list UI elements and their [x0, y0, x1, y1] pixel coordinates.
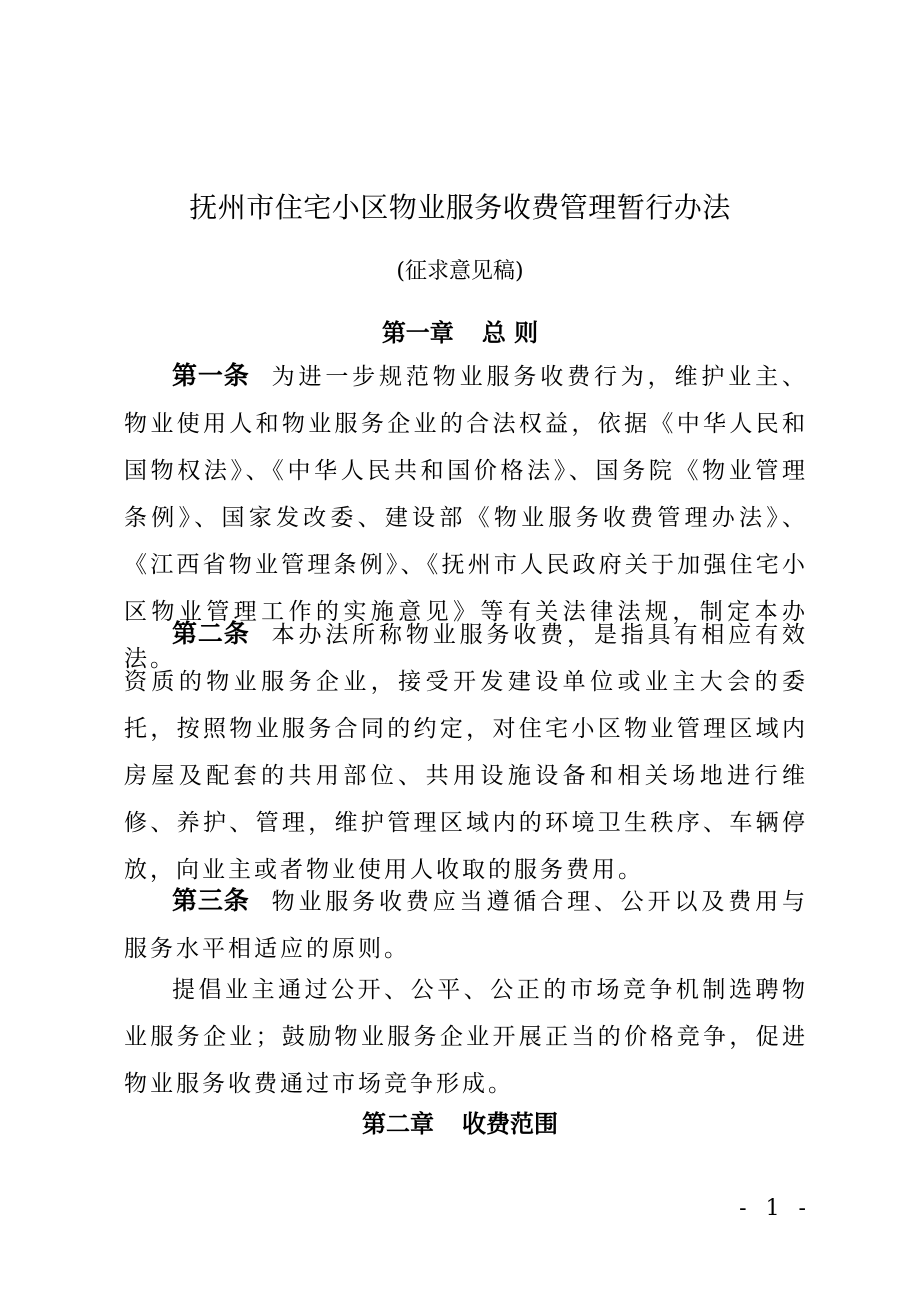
document-title: 抚州市住宅小区物业服务收费管理暂行办法	[189, 191, 731, 224]
chapter-name: 总 则	[481, 319, 539, 347]
article-2	[124, 610, 808, 894]
article-3-paragraph-2: 提倡业主通过公开、公平、公正的市场竞争机制选聘物业服务企业；鼓励物业服务企业开展正当的价格竞争，促进物业服务收费通过市场竞争形成。	[124, 977, 808, 1097]
article-3	[124, 877, 808, 973]
chapter-number: 第一章	[381, 319, 454, 347]
article-text: 为进一步规范物业服务收费行为，维护业主、物业使用人和物业服务企业的合法权益，依据《中华人民和国物权法》、《中华人民共和国价格法》、国务院《物业管理条例》、国家发改委、建设部《物业服务收费管理办法》、《江西省物业管理条例》、《抚州市人民政府关于加强住宅小区物业管理工作的实施意见》等有关法律法规，制定本办法。	[124, 364, 808, 672]
article-label: 第三条	[172, 886, 250, 915]
article-text: 物业服务收费应当遵循合理、公开以及费用与服务水平相适应的原则。	[124, 889, 808, 962]
page-number: - 1 -	[739, 1196, 812, 1221]
article-text: 本办法所称物业服务收费，是指具有相应有效资质的物业服务企业，接受开发建设单位或业主大会的委托，按照物业服务合同的约定，对住宅小区物业管理区域内房屋及配套的共用部位、共用设施设备和相关场地进行维修、养护、管理，维护管理区域内的环境卫生秩序、车辆停放，向业主或者物业使用人收取的服务费用。	[124, 622, 808, 883]
chapter-name: 收费范围	[462, 1110, 558, 1138]
article-label: 第二条	[172, 619, 250, 648]
document-subtitle: (征求意见稿)	[396, 259, 524, 284]
article-label: 第一条	[172, 361, 250, 390]
chapter-2-heading	[0, 1104, 920, 1139]
chapter-number: 第二章	[362, 1110, 434, 1138]
chapter-1-heading	[0, 313, 920, 348]
